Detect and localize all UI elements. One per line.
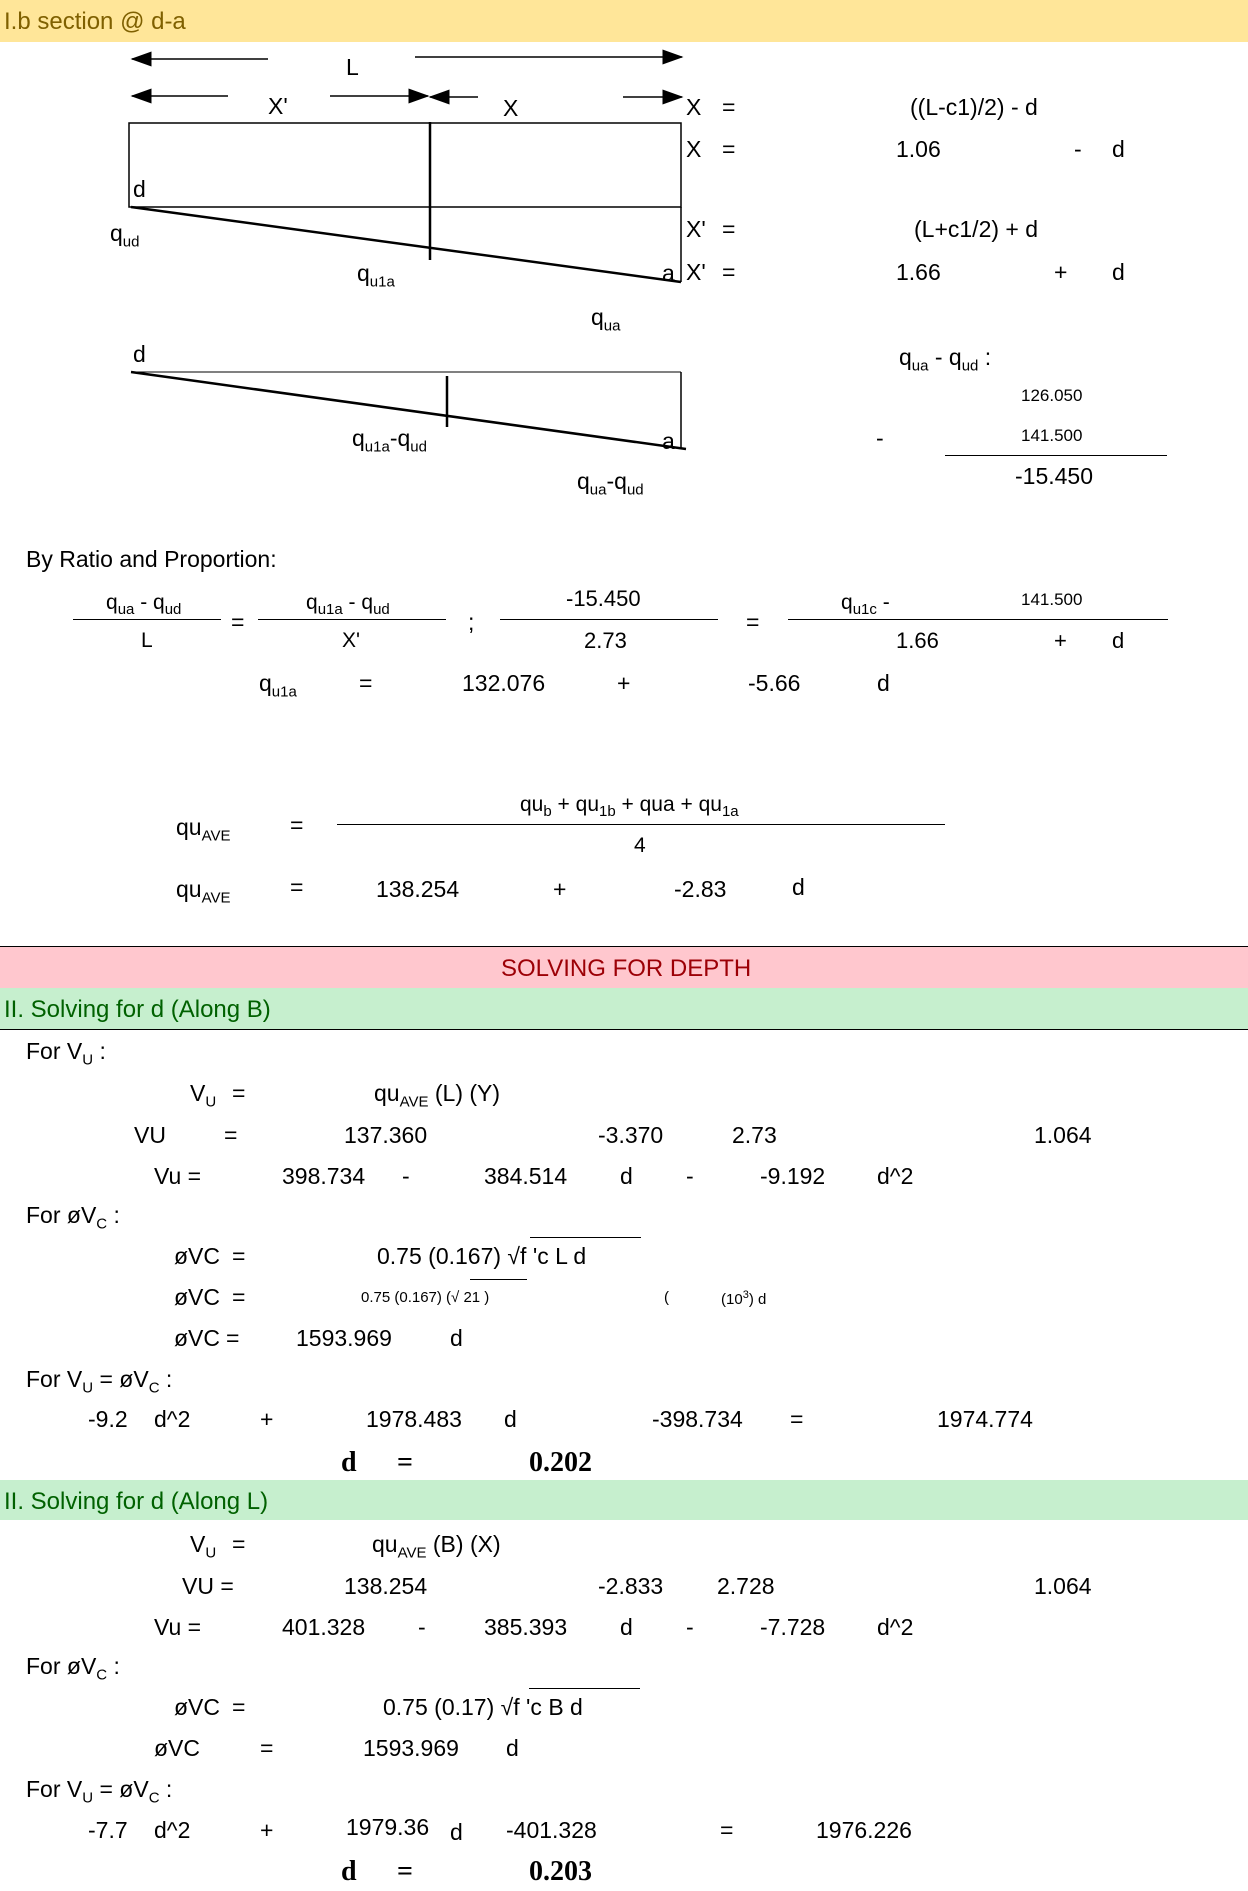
l-phivcval-eq: = <box>260 1735 274 1761</box>
ratio-d4var: d <box>1112 628 1125 653</box>
l-vunum-v1: 138.254 <box>344 1573 428 1599</box>
b-for-phivc: For $øV_C$ : <box>26 1202 120 1233</box>
l-vupoly-v1: 401.328 <box>282 1614 366 1640</box>
b-result-lhs: d <box>341 1447 357 1478</box>
l-vu-rhs: $qu_{AVE}$ (B) (X) <box>372 1531 501 1562</box>
eq3-eq: = <box>722 216 736 242</box>
qu1a-eq: = <box>359 670 373 696</box>
b-vupoly-v3: -9.192 <box>760 1163 826 1189</box>
ratio-line1 <box>73 619 221 620</box>
b-phivc-rhs: 0.75 (0.167) √f 'c L d <box>377 1243 587 1269</box>
b-vunum-v1: 137.360 <box>344 1122 428 1148</box>
divider-b <box>0 1029 1248 1030</box>
eq4-eq: = <box>722 259 736 285</box>
b-vunum-lhs: VU <box>134 1122 166 1148</box>
diff-top: 126.050 <box>1021 386 1083 405</box>
l-vupoly-lhs: Vu = <box>154 1614 202 1640</box>
eq4-val: 1.66 <box>896 259 941 285</box>
eq2-eq: = <box>722 136 736 162</box>
b-final-c4: 1974.774 <box>937 1406 1033 1432</box>
l-phivc-eq: = <box>232 1694 246 1720</box>
quave2-eq: = <box>290 874 304 900</box>
eq1-lhs: X <box>686 94 702 120</box>
b-phivcval-val: 1593.969 <box>296 1325 392 1351</box>
b-vupoly-v1: 398.734 <box>282 1163 366 1189</box>
b-final-c1: -9.2 <box>88 1406 128 1432</box>
ratio-eq2: = <box>746 609 760 635</box>
ratio-d1: L <box>141 629 153 652</box>
l-vu-eq: = <box>232 1531 246 1557</box>
l-final-c3: -401.328 <box>506 1817 597 1843</box>
b-phivcnum-pow: $(10^3)$ d <box>721 1289 767 1308</box>
l-vupoly-v2: 385.393 <box>484 1614 568 1640</box>
solving-header <box>0 947 1248 988</box>
l-final-d2: d <box>450 1819 463 1845</box>
eq2-lhs: X <box>686 136 702 162</box>
ratio-line3 <box>500 619 718 620</box>
quave2-coef: -2.83 <box>674 876 727 902</box>
l-vunum-v3: 2.728 <box>717 1573 775 1599</box>
qu1a-val: 132.076 <box>462 670 546 696</box>
l-phivcval-val: 1593.969 <box>363 1735 459 1761</box>
ratio-d2: X' <box>342 629 361 652</box>
label-a2: a <box>662 428 675 454</box>
label-d2: d <box>133 341 146 367</box>
eq1-rhs: ((L-c1)/2) - d <box>910 94 1038 120</box>
l-result-lhs: d <box>341 1856 357 1887</box>
diff-bottom: 141.500 <box>1021 426 1083 445</box>
eq2-var: d <box>1112 136 1125 162</box>
b-phivc-lhs: øVC <box>174 1243 220 1269</box>
quave2-var: d <box>792 874 805 900</box>
ratio-d4val: 1.66 <box>896 628 939 653</box>
b-phivcnum-eq: = <box>232 1284 246 1310</box>
b-vupoly-op1: - <box>402 1163 410 1189</box>
label-qu1a: $q_{u1a}$ <box>357 260 395 291</box>
quave2-lhs: $qu_{AVE}$ <box>176 876 231 907</box>
ratio-d4op: + <box>1054 628 1067 653</box>
l-final-c4: 1976.226 <box>816 1817 912 1843</box>
qu1a-lhs: $q_{u1a}$ <box>259 670 297 701</box>
b-final-d2: d <box>504 1406 517 1432</box>
qu1a-op: + <box>617 670 631 696</box>
b-vupoly-lhs: Vu = <box>154 1163 202 1189</box>
eq3-rhs: (L+c1/2) + d <box>914 216 1039 242</box>
diff-minus: - <box>876 425 884 451</box>
ratio-n4val: 141.500 <box>1021 590 1083 609</box>
label-qu1a-qud: $q_{u1a}-q_{ud}$ <box>352 425 427 456</box>
b-vu-eq: = <box>232 1080 246 1106</box>
l-vunum-lhs: VU = <box>182 1573 234 1599</box>
b-phivcval-eq: = <box>226 1325 240 1351</box>
b-vunum-v4: 1.064 <box>1034 1122 1092 1148</box>
b-phivcnum-lhs: øVC <box>174 1284 220 1310</box>
eq4-lhs: X' <box>686 259 706 285</box>
section-header-l <box>0 1480 1248 1520</box>
l-result-eq: = <box>397 1856 413 1887</box>
label-a1: a <box>662 260 675 286</box>
b-vu-lhs: $V_U$ <box>190 1080 217 1111</box>
ratio-n2: $q_{u1a} - q_{ud}$ <box>306 591 390 619</box>
l-vupoly-op1: - <box>418 1614 426 1640</box>
l-vupoly-d2: d^2 <box>877 1614 914 1640</box>
label-X: X <box>503 95 519 121</box>
l-vunum-v4: 1.064 <box>1034 1573 1092 1599</box>
section-header-b <box>0 988 1248 1029</box>
ratio-semi: ; <box>468 609 475 635</box>
b-final-eq: = <box>790 1406 804 1432</box>
b-final-op: + <box>260 1406 274 1432</box>
b-vunum-eq: = <box>224 1122 238 1148</box>
l-phivc-rhs: 0.75 (0.17) √f 'c B d <box>383 1694 583 1720</box>
diff-line <box>945 455 1167 456</box>
b-phivcval-lhs: øVC <box>174 1325 220 1351</box>
qu1a-var: d <box>877 670 890 696</box>
b-for-eq: For $V_U$ = $øV_C$ : <box>26 1366 173 1397</box>
ratio-line2 <box>258 619 446 620</box>
l-final-d1: d^2 <box>154 1817 191 1843</box>
ratio-eq1: = <box>231 609 245 635</box>
eq3-lhs: X' <box>686 216 706 242</box>
quave-line <box>337 824 945 825</box>
b-result-eq: = <box>397 1447 413 1478</box>
ratio-line4 <box>788 619 1168 620</box>
l-vunum-v2: -2.833 <box>598 1573 664 1599</box>
l-final-op: + <box>260 1817 274 1843</box>
l-final-c1: -7.7 <box>88 1817 128 1843</box>
l-vupoly-d1: d <box>620 1614 633 1640</box>
label-qud: $q_{ud}$ <box>110 220 140 251</box>
l-sqrt-bar <box>529 1688 640 1689</box>
b-sqrt-bar1 <box>530 1237 641 1238</box>
quave1-den: 4 <box>634 834 646 857</box>
ratio-n4: $q_{u1c}$ - <box>841 591 890 619</box>
quave1-eq: = <box>290 812 304 838</box>
b-final-c2: 1978.483 <box>366 1406 462 1432</box>
l-phivcval-lhs: øVC <box>154 1735 200 1761</box>
b-result-val: 0.202 <box>529 1447 592 1478</box>
diff-result: -15.450 <box>1015 463 1094 489</box>
b-vupoly-d1: d <box>620 1163 633 1189</box>
b-vu-rhs: $qu_{AVE}$ (L) (Y) <box>374 1080 501 1111</box>
quave1-lhs: $qu_{AVE}$ <box>176 814 231 845</box>
b-vunum-v3: 2.73 <box>732 1122 777 1148</box>
ratio-n1: $q_{ua} - q_{ud}$ <box>106 591 182 619</box>
b-phivcnum-paren: ( <box>664 1289 669 1306</box>
b-phivcnum-rhs: 0.75 (0.167) (√ 21 ) <box>361 1289 490 1306</box>
b-vunum-v2: -3.370 <box>598 1122 664 1148</box>
label-Xprime: X' <box>268 93 288 119</box>
section-title: I.b section @ d-a <box>4 8 186 35</box>
solving-title: SOLVING FOR DEPTH <box>501 955 752 982</box>
b-vupoly-d2: d^2 <box>877 1163 914 1189</box>
quave1-num: $qu_b + qu_{1b}$ + qua + $qu_{1a}$ <box>520 793 739 821</box>
l-for-phivc: For $øV_C$ : <box>26 1653 120 1684</box>
eq2-val: 1.06 <box>896 136 941 162</box>
qu1a-coef: -5.66 <box>748 670 801 696</box>
l-vupoly-v3: -7.728 <box>760 1614 826 1640</box>
b-for-vu: For $V_U$ : <box>26 1038 106 1069</box>
l-phivc-lhs: øVC <box>174 1694 220 1720</box>
label-qua: $q_{ua}$ <box>591 304 621 335</box>
diff-title: $q_{ua} - q_{ud}$ : <box>899 344 992 375</box>
b-phivcval-var: d <box>450 1325 463 1351</box>
label-L: L <box>346 54 359 80</box>
ratio-n3: -15.450 <box>566 586 641 611</box>
b-sqrt-bar2 <box>470 1279 527 1280</box>
section-b-title: II. Solving for d (Along B) <box>4 996 271 1023</box>
eq4-op: + <box>1054 259 1068 285</box>
section-l-title: II. Solving for d (Along L) <box>4 1488 269 1515</box>
l-vu-lhs: $V_U$ <box>190 1531 217 1562</box>
ratio-d3: 2.73 <box>584 628 627 653</box>
b-phivc-eq: = <box>232 1243 246 1269</box>
b-final-c3: -398.734 <box>652 1406 743 1432</box>
l-final-c2: 1979.36 <box>346 1814 430 1840</box>
quave2-val: 138.254 <box>376 876 460 902</box>
eq2-op: - <box>1074 136 1082 162</box>
l-vupoly-op2: - <box>686 1614 694 1640</box>
b-final-d1: d^2 <box>154 1406 191 1432</box>
eq4-var: d <box>1112 259 1125 285</box>
label-qua-qud: $q_{ua}-q_{ud}$ <box>577 468 644 499</box>
b-vupoly-v2: 384.514 <box>484 1163 568 1189</box>
ratio-title: By Ratio and Proportion: <box>26 546 277 572</box>
l-result-val: 0.203 <box>529 1856 592 1887</box>
label-d1: d <box>133 176 146 202</box>
eq1-eq: = <box>722 94 736 120</box>
l-phivcval-var: d <box>506 1735 519 1761</box>
b-vupoly-op2: - <box>686 1163 694 1189</box>
l-final-eq: = <box>720 1817 734 1843</box>
quave2-op: + <box>553 876 567 902</box>
l-for-eq: For $V_U$ = $øV_C$ : <box>26 1776 173 1807</box>
